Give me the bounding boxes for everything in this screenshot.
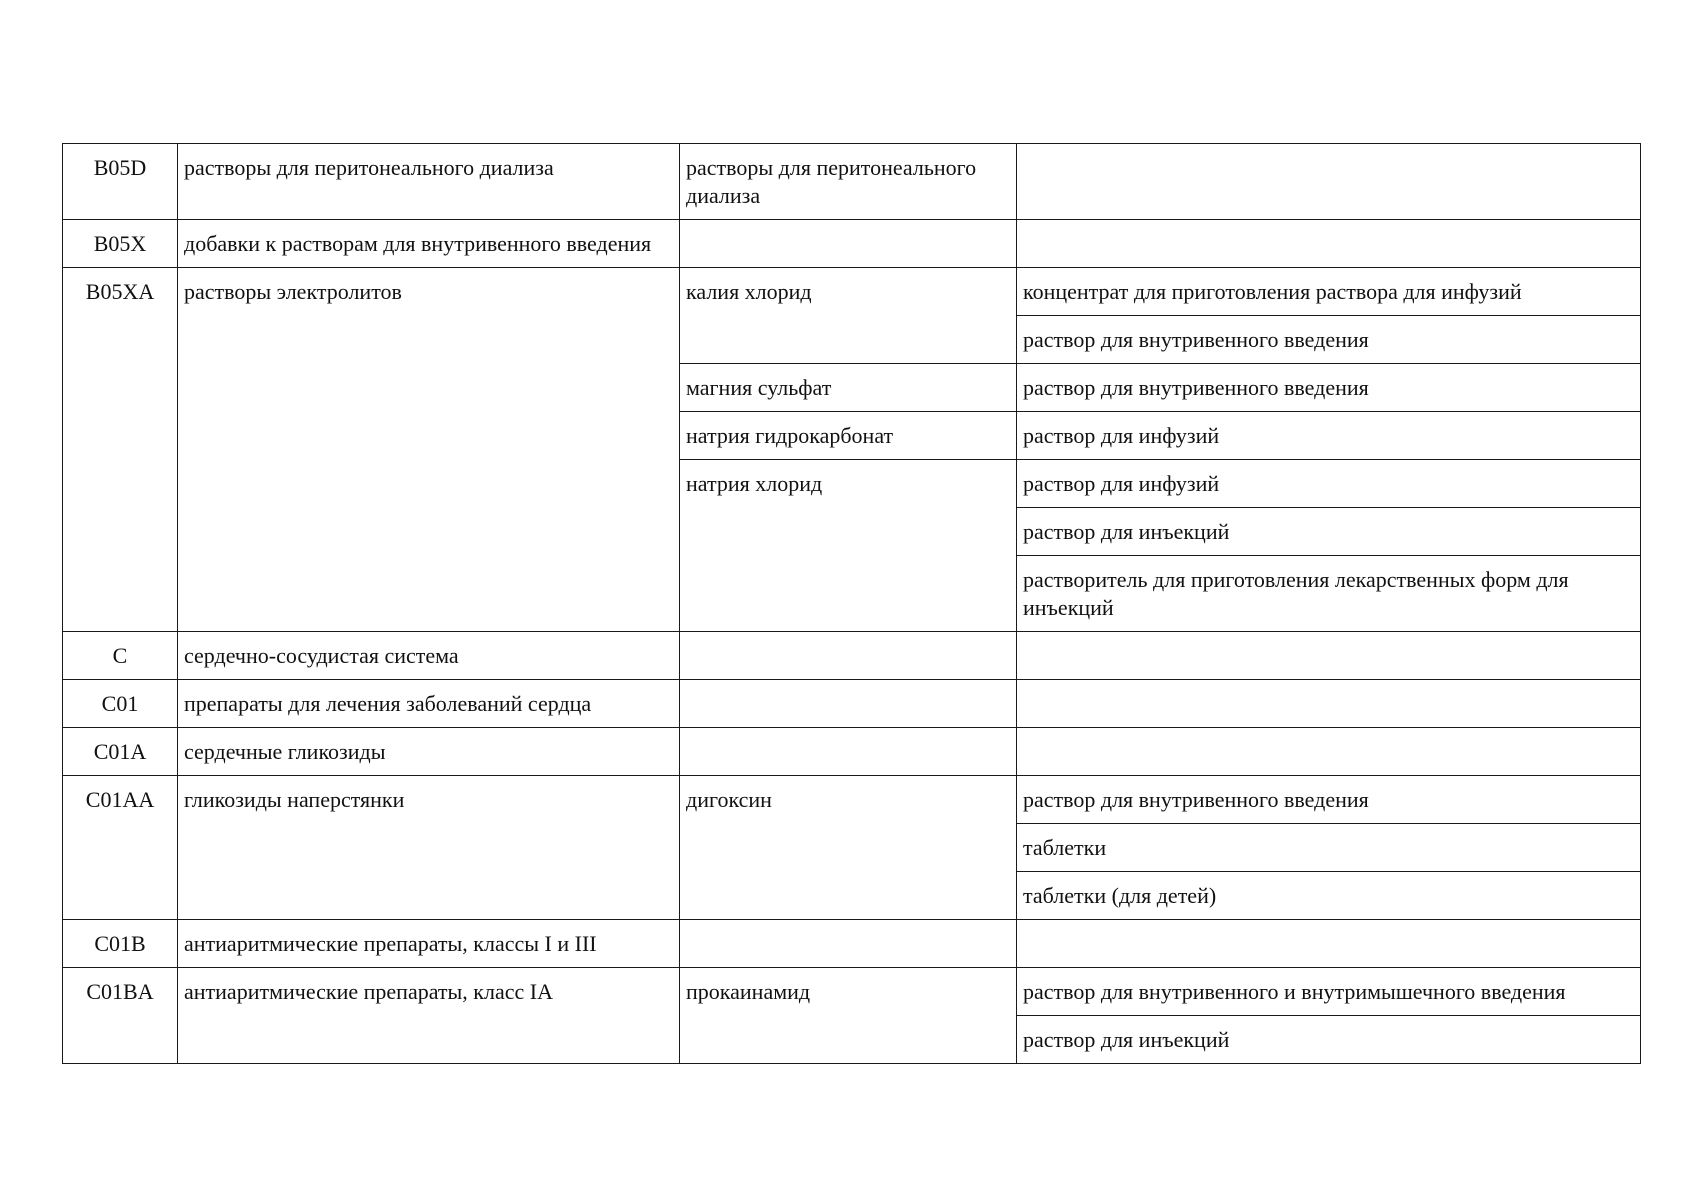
table-row bbox=[63, 268, 1641, 316]
table-row bbox=[63, 220, 1641, 268]
anatomical-therapeutic-group-cell: растворы электролитов bbox=[178, 268, 680, 632]
drug-name-cell: растворы для перитонеального диализа bbox=[680, 144, 1017, 220]
atc-code-cell: B05XA bbox=[63, 268, 178, 632]
drug-name-cell: натрия хлорид bbox=[680, 460, 1017, 632]
atc-code-cell: B05D bbox=[63, 144, 178, 220]
drug-list-table bbox=[62, 143, 1641, 1064]
atc-code-cell: C bbox=[63, 632, 178, 680]
drug-name-cell bbox=[680, 920, 1017, 968]
anatomical-therapeutic-group-cell: антиаритмические препараты, класс IA bbox=[178, 968, 680, 1064]
table-row bbox=[63, 776, 1641, 824]
dosage-form-cell bbox=[1017, 728, 1641, 776]
atc-code-cell: C01B bbox=[63, 920, 178, 968]
anatomical-therapeutic-group-cell: антиаритмические препараты, классы I и III bbox=[178, 920, 680, 968]
anatomical-therapeutic-group-cell: сердечные гликозиды bbox=[178, 728, 680, 776]
dosage-form-cell bbox=[1017, 220, 1641, 268]
dosage-form-cell: раствор для инфузий bbox=[1017, 460, 1641, 508]
drug-name-cell: натрия гидрокарбонат bbox=[680, 412, 1017, 460]
table-row bbox=[63, 632, 1641, 680]
table-row bbox=[63, 728, 1641, 776]
drug-name-cell: прокаинамид bbox=[680, 968, 1017, 1064]
dosage-form-cell: раствор для инфузий bbox=[1017, 412, 1641, 460]
dosage-form-cell: раствор для внутривенного введения bbox=[1017, 776, 1641, 824]
dosage-form-cell: раствор для внутривенного введения bbox=[1017, 364, 1641, 412]
dosage-form-cell: таблетки bbox=[1017, 824, 1641, 872]
anatomical-therapeutic-group-cell: добавки к растворам для внутривенного введения bbox=[178, 220, 680, 268]
drug-name-cell bbox=[680, 632, 1017, 680]
anatomical-therapeutic-group-cell: растворы для перитонеального диализа bbox=[178, 144, 680, 220]
anatomical-therapeutic-group-cell: гликозиды наперстянки bbox=[178, 776, 680, 920]
dosage-form-cell: раствор для внутривенного и внутримышечного введения bbox=[1017, 968, 1641, 1016]
dosage-form-cell bbox=[1017, 632, 1641, 680]
drug-name-cell bbox=[680, 220, 1017, 268]
atc-code-cell: C01BA bbox=[63, 968, 178, 1064]
table-row bbox=[63, 968, 1641, 1016]
atc-code-cell: C01AA bbox=[63, 776, 178, 920]
drug-name-cell bbox=[680, 728, 1017, 776]
dosage-form-cell: растворитель для приготовления лекарственных форм для инъекций bbox=[1017, 556, 1641, 632]
table-row bbox=[63, 144, 1641, 220]
drug-table-body bbox=[63, 144, 1641, 1064]
anatomical-therapeutic-group-cell: препараты для лечения заболеваний сердца bbox=[178, 680, 680, 728]
dosage-form-cell: концентрат для приготовления раствора для инфузий bbox=[1017, 268, 1641, 316]
dosage-form-cell bbox=[1017, 144, 1641, 220]
drug-name-cell bbox=[680, 680, 1017, 728]
drug-name-cell: магния сульфат bbox=[680, 364, 1017, 412]
dosage-form-cell bbox=[1017, 920, 1641, 968]
drug-name-cell: дигоксин bbox=[680, 776, 1017, 920]
table-row bbox=[63, 680, 1641, 728]
dosage-form-cell bbox=[1017, 680, 1641, 728]
atc-code-cell: C01 bbox=[63, 680, 178, 728]
dosage-form-cell: раствор для инъекций bbox=[1017, 1016, 1641, 1064]
dosage-form-cell: раствор для инъекций bbox=[1017, 508, 1641, 556]
atc-code-cell: B05X bbox=[63, 220, 178, 268]
atc-code-cell: C01A bbox=[63, 728, 178, 776]
drug-name-cell: калия хлорид bbox=[680, 268, 1017, 364]
dosage-form-cell: таблетки (для детей) bbox=[1017, 872, 1641, 920]
table-row bbox=[63, 920, 1641, 968]
dosage-form-cell: раствор для внутривенного введения bbox=[1017, 316, 1641, 364]
anatomical-therapeutic-group-cell: сердечно-сосудистая система bbox=[178, 632, 680, 680]
